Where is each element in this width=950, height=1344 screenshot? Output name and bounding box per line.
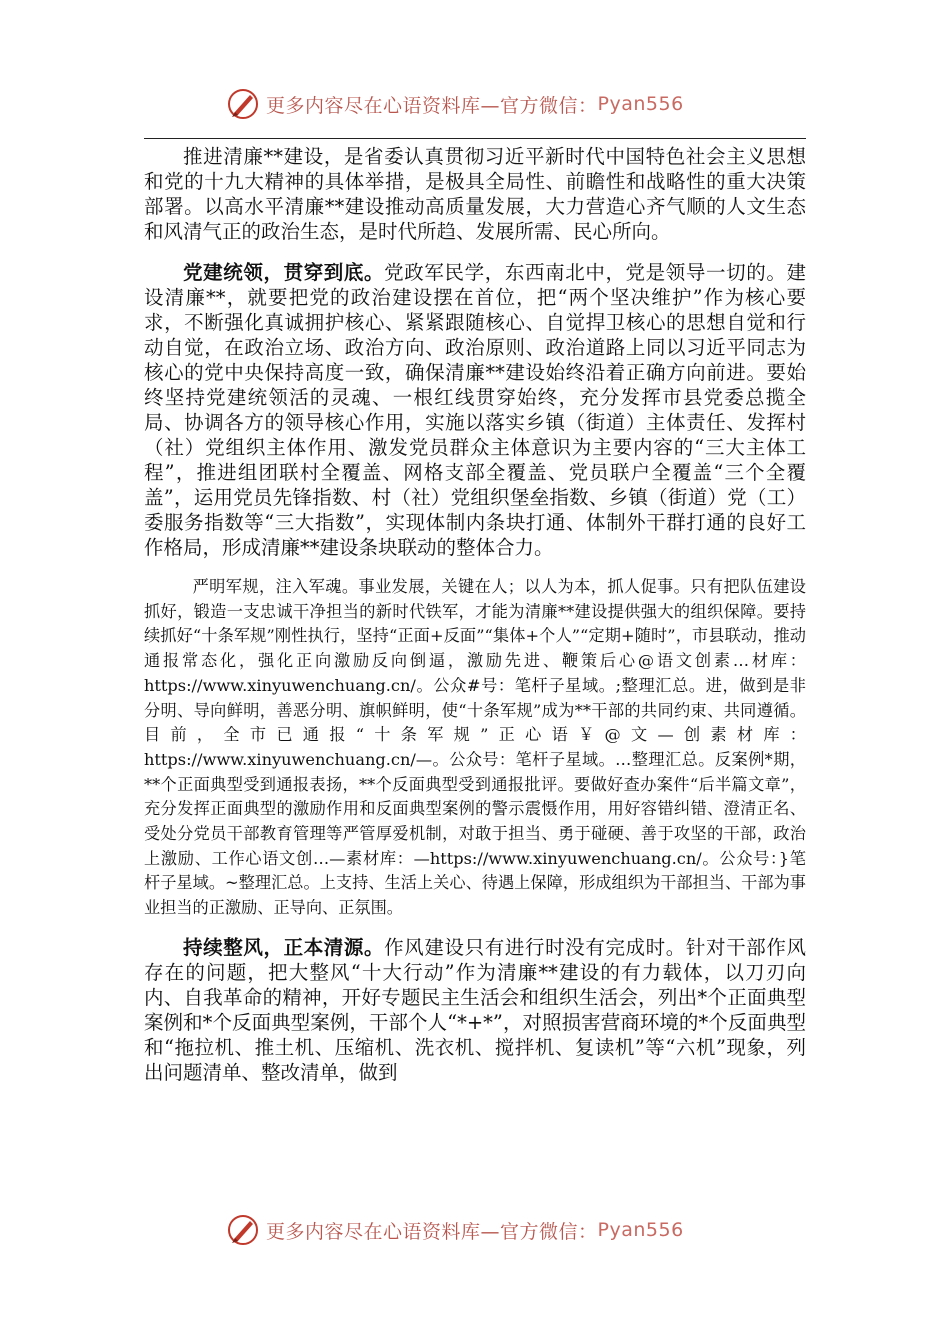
paragraph-lead: 持续整风，正本清源。 bbox=[183, 935, 385, 959]
banner-text: 更多内容尽在心语资料库—官方微信： bbox=[266, 94, 598, 117]
paragraph-party-building: 党建统领，贯穿到底。党政军民学，东西南北中，党是领导一切的。建设清廉**，就要把党的政治建设摆在首位，把“两个坚决维护”作为核心要求，不断强化真诚拥护核心、紧紧跟随核心、自觉捍卫核心的思想自觉和行动自觉，在政治立场、政治方向、政治原则、政治道路上同以习近平同志为核心的党中央保持高度一致，确保清廉**建设始终沿着正确方向前进。要始终坚持党建统领活的灵魂、一根红线贯穿始终，充分发挥市县党委总揽全局、协调各方的领导核心作用，实施以落实乡镇（街道）主体责任、发挥村（社）党组织主体作用、激发党员群众主体意识为主要内容的“三大主体工程”，推进组团联村全覆盖、网格支部全覆盖、党员联户全覆盖“三个全覆盖”，运用党员先锋指数、村（社）党组织堡垒指数、乡镇（街道）党（工）委服务指数等“三大指数”，实现体制内条块打通、体制外干群打通的良好工作格局，形成清廉**建设条块联动的整体合力。 bbox=[144, 261, 806, 559]
header-rule bbox=[144, 138, 806, 139]
pen-logo-icon bbox=[226, 1213, 260, 1247]
paragraph-intro: 推进清廉**建设，是省委认真贯彻习近平新时代中国特色社会主义思想和党的十九大精神的具体举措，是极具全局性、前瞻性和战略性的重大决策部署。以高水平清廉**建设推动高质量发展，大力营造心齐气顺的人文生态和风清气正的政治生态，是时代所趋、发展所需、民心所向。 bbox=[144, 145, 806, 243]
pen-logo-icon bbox=[226, 87, 260, 121]
header-banner bbox=[226, 86, 684, 122]
document-body bbox=[144, 144, 806, 1085]
banner-wechat-id: Pyan556 bbox=[597, 93, 684, 115]
banner-text: 更多内容尽在心语资料库—官方微信： bbox=[266, 1220, 598, 1243]
paragraph-military-rules: 严明军规，注入军魂。事业发展，关键在人；以人为本，抓人促事。只有把队伍建设抓好，锻造一支忠诚干净担当的新时代铁军，才能为清廉**建设提供强大的组织保障。要持续抓好“十条军规”刚性执行，坚持“正面+反面”“集体+个人”“定期+随时”，市县联动，推动通报常态化，强化正向激励反向倒逼，激励先进、鞭策后心@语文创素…材库：https://www.xinyuwenchuang.cn/。公众#号：笔杆子星域。;整理汇总。进，做到是非分明、导向鲜明，善恶分明、旗帜鲜明，使“十条军规”成为**干部的共同约束、共同遵循。目前，全市已通报“十条军规”正心语￥@文—创素材库：https://www.xinyuwenchuang.cn/—。公众号：笔杆子星域。…整理汇总。反案例*期，**个正面典型受到通报表扬，**个反面典型受到通报批评。要做好查办案件“后半篇文章”，充分发挥正面典型的激励作用和反面典型案例的警示震慑作用，用好容错纠错、澄清正名、受处分党员干部教育管理等严管厚爱机制，对敢于担当、勇于碰硬、善于攻坚的干部，政治上激励、工作心语文创…—素材库：—https://www.xinyuwenchuang.cn/。公众号：}笔杆子星域。~整理汇总。上支持、生活上关心、待遇上保障，形成组织为干部担当、干部为事业担当的正激励、正导向、正氛围。 bbox=[144, 577, 806, 918]
banner-wechat-id: Pyan556 bbox=[597, 1219, 684, 1241]
footer-banner bbox=[226, 1212, 684, 1248]
paragraph-rectification: 持续整风，正本清源。作风建设只有进行时没有完成时。针对干部作风存在的问题，把大整风“十大行动”作为清廉**建设的有力载体，以刀刃向内、自我革命的精神，开好专题民主生活会和组织生活会，列出*个正面典型案例和*个反面典型案例，干部个人“*+*”，对照损害营商环境的*个反面典型和“拖拉机、推土机、压缩机、洗衣机、搅拌机、复读机”等“六机”现象，列出问题清单、整改清单，做到 bbox=[144, 935, 806, 1084]
paragraph-lead: 党建统领，贯穿到底。 bbox=[183, 261, 385, 284]
